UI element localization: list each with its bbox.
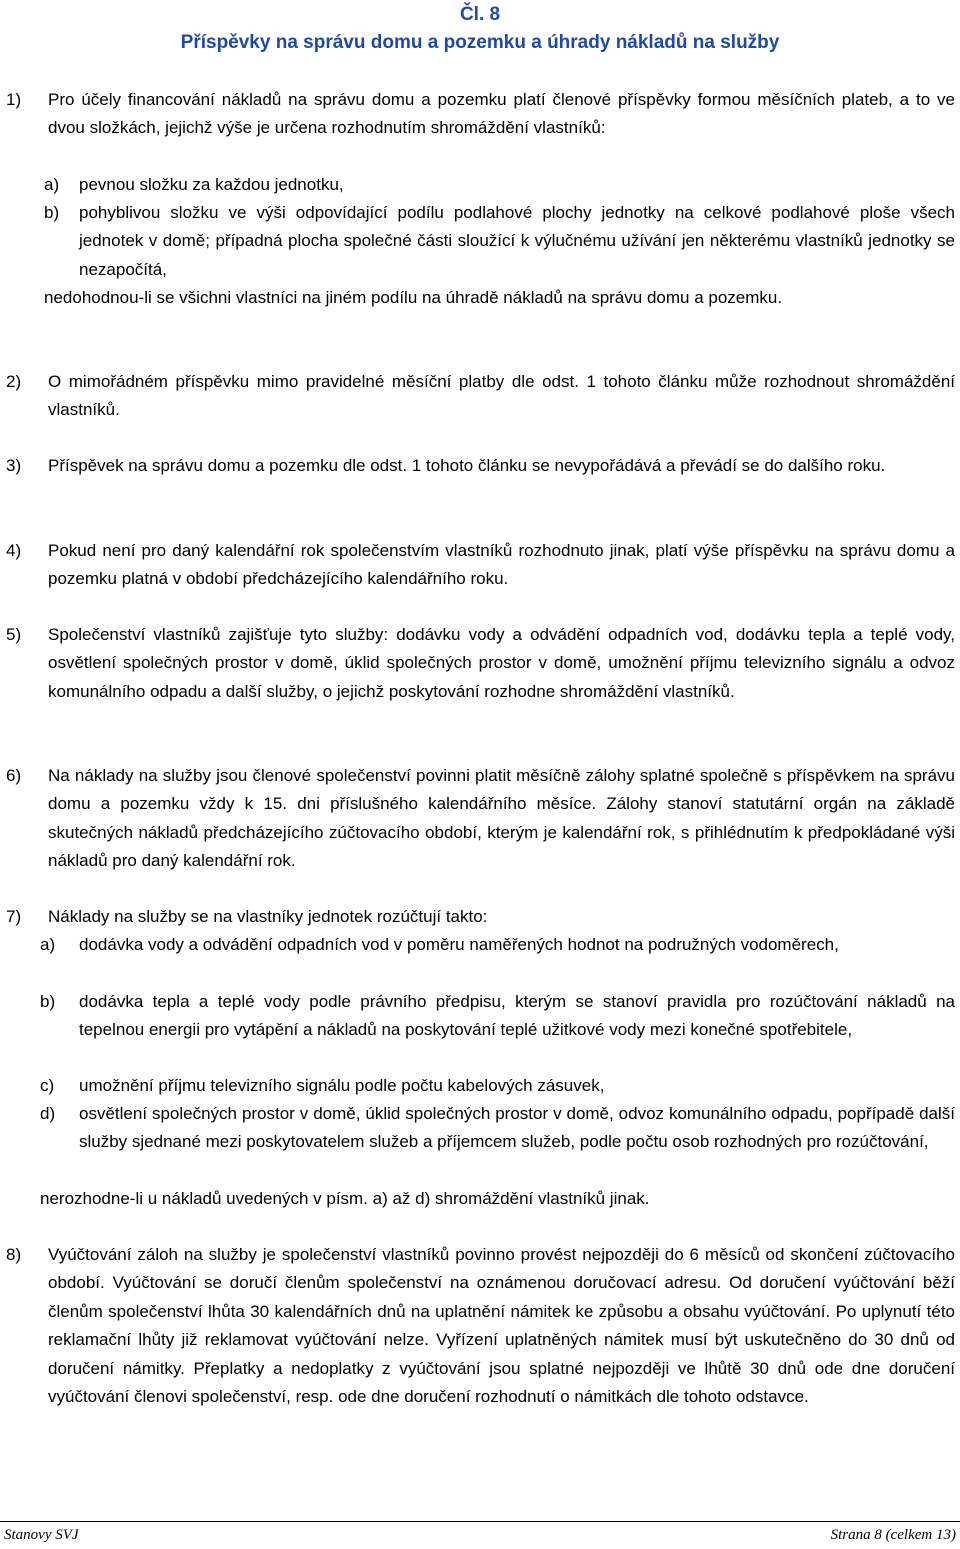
section-6-text: Na náklady na služby jsou členové společenství povinni platit měsíčně zálohy splatné společně s příspěvkem na správu domu a pozemku vždy k 15. dni příslušného kalendářního měsíce. Zálohy stanoví statutární orgán na základě skutečných nákladů předcházejícího zúčtovacího období, kterým je kalendářní rok, s přihlédnutím k předpokládané výši nákladů pro daný kalendářní rok.	[48, 766, 955, 871]
section-7-item-b-label: b)	[40, 992, 56, 1011]
footer-document-name: Stanovy SVJ	[4, 1527, 79, 1543]
section-1-item-b-text: pohyblivou složku ve výši odpovídající podílu podlahové plochy jednotky na celkové podlahové ploše všech jednotek v domě; případná plocha společné části sloužící k výlučnému užívání jen některému vlastníků jednotky se nezapočítá,	[79, 203, 955, 279]
section-7-number: 7)	[6, 907, 22, 926]
section-7-item-c-text: umožnění příjmu televizního signálu podle počtu kabelových zásuvek,	[79, 1076, 605, 1095]
section-1-item-b-label: b)	[44, 203, 60, 222]
section-1-item-a-label: a)	[44, 175, 60, 194]
article-number: Čl. 8	[459, 4, 501, 25]
section-7-outro: nerozhodne-li u nákladů uvedených v písm. a) až d) shromáždění vlastníků jinak.	[40, 1189, 650, 1208]
section-3-number: 3)	[6, 456, 22, 475]
section-1-outro: nedohodnou-li se všichni vlastníci na jiném podílu na úhradě nákladů na správu domu a pozemku.	[44, 288, 783, 307]
section-7-item-d-label: d)	[40, 1104, 56, 1123]
section-8-text: Vyúčtování záloh na služby je společenství vlastníků povinno provést nejpozději do 6 měsíců od skončení zúčtovacího období. Vyúčtování se doručí členům společenství na oznámenou doručovací adresu. Od doručení vyúčtování běží členům společenství lhůta 30 kalendářních dnů na uplatnění námitek ke způsobu a obsahu vyúčtování. Po uplynutí této reklamační lhůty již reklamovat vyúčtování nelze. Vyřízení uplatněných námitek musí být uskutečněno do 30 dnů od doručení námitky. Přeplatky a nedoplatky z vyúčtování jsou splatné nejpozději ve lhůtě 30 dnů ode dne doručení vyúčtování členovi společenství, resp. ode dne doručení rozhodnutí o námitkách dle tohoto odstavce.	[48, 1245, 955, 1407]
section-8-number: 8)	[6, 1245, 22, 1264]
section-2-number: 2)	[6, 372, 22, 391]
section-7-item-c-label: c)	[40, 1076, 55, 1095]
section-4-number: 4)	[6, 541, 22, 560]
section-5-number: 5)	[6, 625, 22, 644]
section-2-text: O mimořádném příspěvku mimo pravidelné měsíční platby dle odst. 1 tohoto článku může rozhodnout shromáždění vlastníků.	[48, 372, 955, 420]
section-4-text: Pokud není pro daný kalendářní rok společenstvím vlastníků rozhodnuto jinak, platí výše příspěvku na správu domu a pozemku platná v období předcházejícího kalendářního roku.	[48, 541, 955, 589]
footer-divider	[0, 1521, 960, 1522]
section-6-number: 6)	[6, 766, 22, 785]
section-7-item-b-text: dodávka tepla a teplé vody podle právního předpisu, kterým se stanoví pravidla pro rozúčtování nákladů na tepelnou energii pro vytápění a nákladů na poskytování teplé užitkové vody mezi konečné spotřebitele,	[79, 992, 955, 1040]
section-7-intro: Náklady na služby se na vlastníky jednotek rozúčtují takto:	[48, 907, 488, 926]
section-5-text: Společenství vlastníků zajišťuje tyto služby: dodávku vody a odvádění odpadních vod, dodávku tepla a teplé vody, osvětlení společných prostor v domě, úklid společných prostor v domě, umožnění příjmu televizního signálu a odvoz komunálního odpadu a další služby, o jejichž poskytování rozhodne shromáždění vlastníků.	[48, 625, 955, 701]
footer-page-number: Strana 8 (celkem 13)	[830, 1527, 956, 1543]
section-7-item-d-text: osvětlení společných prostor v domě, úklid společných prostor v domě, odvoz komunálního odpadu, popřípadě další služby sjednané mezi poskytovatelem služeb a příjemcem služeb, podle počtu osob rozhodných pro rozúčtování,	[79, 1104, 955, 1152]
section-7-item-a-text: dodávka vody a odvádění odpadních vod v poměru naměřených hodnot na podružných vodoměrech,	[79, 935, 839, 954]
section-3-text: Příspěvek na správu domu a pozemku dle odst. 1 tohoto článku se nevypořádává a převádí se do dalšího roku.	[48, 456, 886, 475]
section-1-number: 1)	[6, 90, 22, 109]
section-1-item-a-text: pevnou složku za každou jednotku,	[79, 175, 344, 194]
article-title: Příspěvky na správu domu a pozemku a úhrady nákladů na služby	[180, 32, 780, 53]
section-1-intro: Pro účely financování nákladů na správu domu a pozemku platí členové příspěvky formou měsíčních plateb, a to ve dvou složkách, jejichž výše je určena rozhodnutím shromáždění vlastníků:	[48, 90, 955, 138]
section-7-item-a-label: a)	[40, 935, 56, 954]
